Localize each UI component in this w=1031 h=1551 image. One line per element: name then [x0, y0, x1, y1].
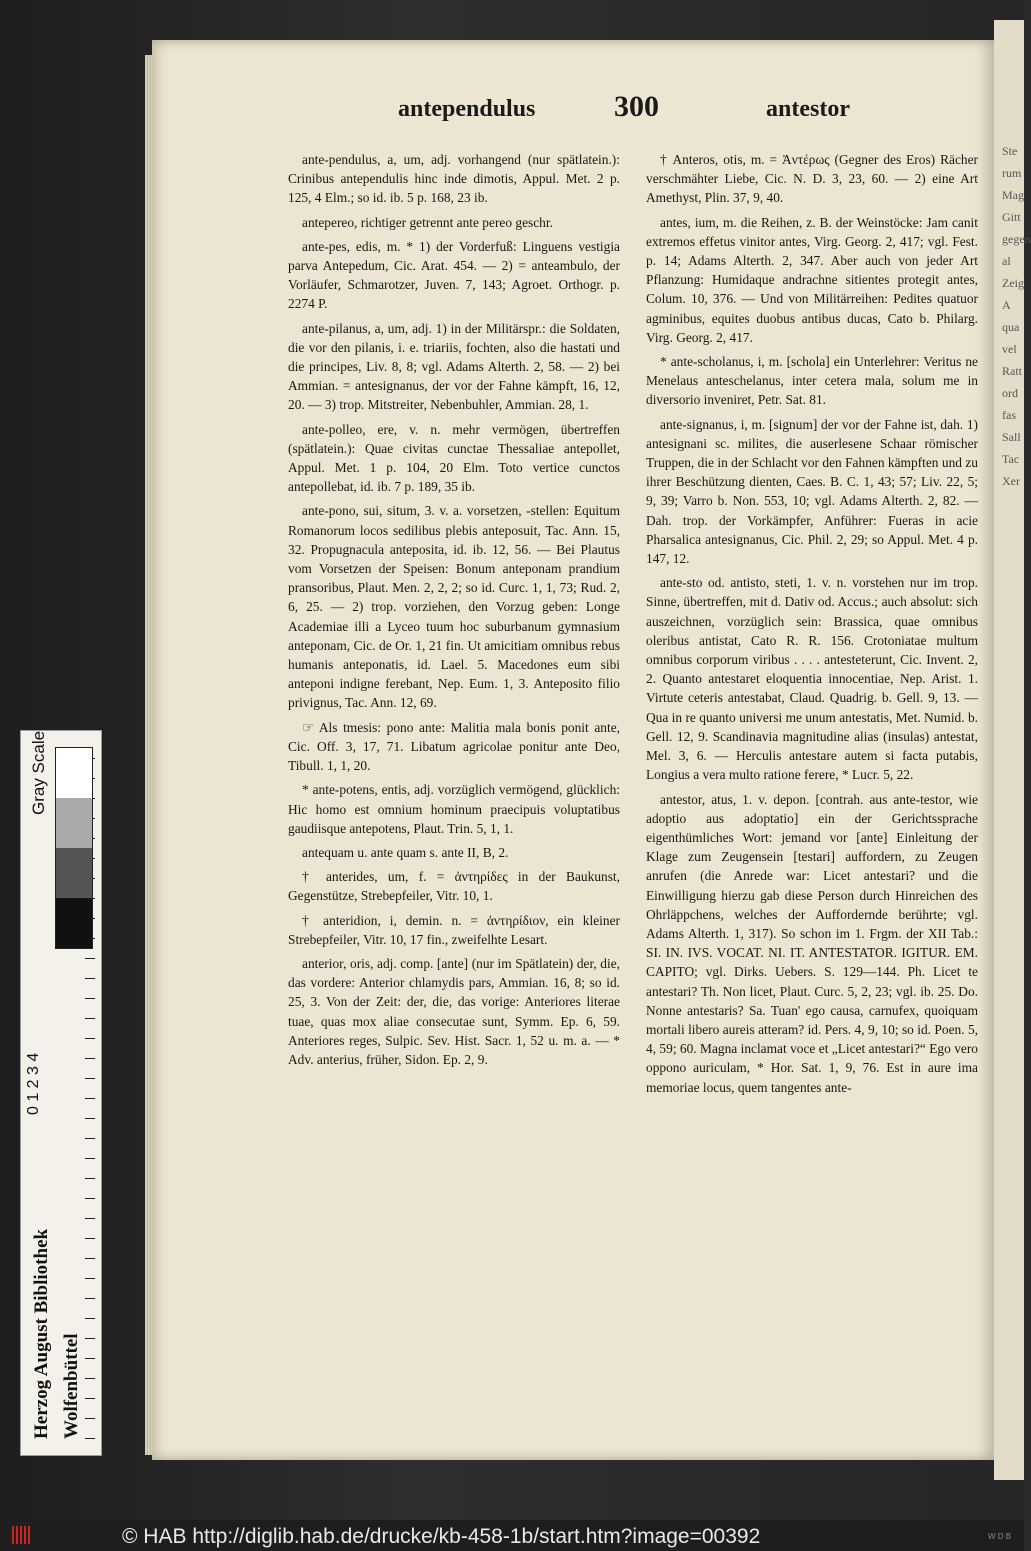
gray-scale-card: [20, 730, 102, 1456]
right-column: [646, 150, 978, 1102]
entry: * ante-scholanus, i, m. [schola] ein Unterlehrer: Veritus ne Menelaus anteschelanus, inter cetera mala, solum me in diversorio inveniret, Petr. Sat. 81.: [646, 354, 978, 408]
gray-block: [56, 798, 92, 848]
next-page-fragment: Ratt: [1002, 364, 1022, 378]
next-page-fragment: Gitt: [1002, 210, 1021, 224]
next-page-fragment: rum: [1002, 166, 1022, 180]
next-page-fragment: Tac: [1002, 452, 1020, 466]
gray-block: [56, 848, 92, 898]
next-page-fragment: fas: [1002, 408, 1016, 422]
entry: antes, ium, m. die Reihen, z. B. der Weinstöcke: Jam canit extremos effetus vinitor antes, Virg. Georg. 2, 417; vgl. Fest. p. 14; Adams Alterth. 2, 347. Aber auch von jeder Art Pflanzung: Humidaque andrachne sitientes protegit antes, Colum. 10, 376. — Und von Militärreihen: Pedites quatuor agminibus, equites duobus antibus ducas, Cato b. Philarg. Virg. Georg. 2, 417.: [646, 214, 978, 345]
gray-blocks: [55, 747, 93, 949]
next-page-edge: [994, 20, 1031, 1480]
page-number: 300: [614, 90, 659, 123]
entry: ante-signanus, i, m. [signum] der vor der Fahne ist, dah. 1) antesignani sc. milites, die auserlesene Schaar römischer Truppen, die in der Schlacht vor den Fahnen kämpften und zu ihrer Beschützung dienten, Caes. B. C. 1, 43; 57; Liv. 22, 5; 9, 39; Varro b. Non. 553, 10; vgl. Adams Alterth. 2, 82. — Dah. trop. der Vorkämpfer, Anführer: Fueras in acie Pharsalica antesignanus, Cic. Phil. 2, 29; so Appul. Met. 4 p. 147, 12.: [646, 416, 978, 567]
footer-mark: W D B: [988, 1532, 1012, 1541]
next-page-fragment: ord: [1002, 386, 1018, 400]
entry: † anteridion, i, demin. n. = ἀντηρίδιον, ein kleiner Strebepfeiler, Vitr. 10, 17 fin., zweifelhte Lesart.: [288, 912, 620, 947]
entry: ante-pes, edis, m. * 1) der Vorderfuß: Linguens vestigia parva Antepedum, Cic. Arat. 454. — 2) = anteambulo, der Vorläufer, Schmarotzer, Juven. 7, 143; Agroet. Orthogr. p. 2274 P.: [288, 238, 620, 312]
footer-bar: [0, 1520, 1024, 1551]
library-name: Herzog August Bibliothek: [31, 1228, 52, 1439]
entry: antestor, atus, 1. v. depon. [contrah. aus ante-testor, wie adoptio aus adoptatio] ein der Gerichtssprache eigenthümliches Wort: jemand vor [ante] Einleitung der Klage zum Zeugensein [testari] auffordern, zu Zeugen anrufen (die Anrede war: Licet antestari? und die Einwilligung hierzu gab diese Person durch Hinreichen des Ohrläppchens, welches der Auffordernde berührte; vgl. Adams Alterth. 1, 317). So schon im 1. Frgm. der XII Tab.: SI. IN. IVS. VOCAT. NI. IT. ANTESTATOR. IGITUR. EM. CAPITO; vgl. Dirks. Uebers. S. 129—144. Ph. Licet te antestari? Th. Non licet, Plaut. Curc. 5, 2, 23; vgl. ib. 25. Do. Nonne antestaris? Sa. Tuan' ego causa, carnufex, quoiquam mortali libero aureis atteram? id. Pers. 4, 9, 10; so id. Poen. 5, 4, 59; 60. Magna inclamat voce et „Licet antestari?“ Ego vero oppono auriculam, * Hor. Sat. 1, 9, 76. Est in aure ima memoriae locus, quem tangentes ante-: [646, 791, 978, 1095]
dictionary-page: [152, 40, 994, 1460]
entry: ante-sto od. antisto, steti, 1. v. n. vorstehen nur im trop. Sinne, übertreffen, mit d. Dativ od. Accus.; auch absolut: sich auszeichnen, vorzüglich sein: Brassica, quae omnibus oleribus antistat, Cato R. R. 156. Crotoniatae multum omnibus corporum viribus . . . . antesteterunt, Cic. Invent. 2, 2. Quanto antestaret eloquentia innocentiae, Nep. Arist. 1. Virtute ceteris antestabat, Claud. Quadrig. b. Gell. 9, 13. — Qua in re quanto universi me unum antestatis, Met. Numid. b. Gell. 12, 9. Scandinavia magnitudine alias (insulas) antestat, Mel. 3, 6. — Herculis antestare autem si facta putabis, Longius a vera multo ratione ferere, * Lucr. 5, 22.: [646, 575, 978, 783]
gray-block: [56, 898, 92, 948]
hab-logo-icon: [12, 1526, 36, 1544]
entry: ☞ Als tmesis: pono ante: Malitia mala bonis ponit ante, Cic. Off. 3, 17, 71. Libatum agricolae ponitur ante Deo, Tibull. 1, 1, 20.: [288, 719, 620, 774]
left-column: [288, 150, 620, 1074]
library-city: Wolfenbüttel: [61, 1333, 82, 1439]
header-right-word: antestor: [766, 96, 850, 122]
header-left-word: antependulus: [398, 96, 536, 122]
entry: anterior, oris, adj. comp. [ante] (nur im Spätlatein) der, die, das vordere: Anterior chlamydis pars, Ammian. 16, 8; so id. 25, 3. Von der Zeit: der, die, das vorige: Anteriores literae tuae, quas mox aliae consecutae sunt, Symm. Ep. 6, 59. Anteriores reges, Sulpic. Sev. Hist. Sacr. 1, 52 u. m. a. — * Adv. anterius, früher, Sidon. Ep. 2, 9.: [288, 955, 620, 1067]
entry: † anterides, um, f. = ἀντηρίδες in der Baukunst, Gegenstütze, Strebepfeiler, Vitr. 10, 1.: [288, 869, 620, 904]
entry: ante-pono, sui, situm, 3. v. a. vorsetzen, -stellen: Equitum Romanorum locos sedilibus plebis anteposuit, Tac. Ann. 15, 32. Propugnacula anteposita, id. ib. 12, 56. — Bei Plautus vom Vorsetzen der Speisen: Bonum anteponam prandium pransoribus, Plaut. Men. 2, 2, 2; so id. Curc. 1, 1, 73; Rud. 2, 6, 25. — 2) trop. vorziehen, den Vorzug geben: Longe Academiae illi a Lyceo tuum hoc suburbanum gymnasium anteponam, Cic. de Or. 1, 21 fin. Ut amicitiam omnibus rebus humanis anteponatis, id. Lael. 5. Macedones eum sibi anteponi indigne ferebant, Nep. Eum. 1, 3. Anteposito filio privignus, Tac. Ann. 12, 69.: [288, 503, 620, 711]
entry: ante-pendulus, a, um, adj. vorhangend (nur spätlatein.): Crinibus antependulis hinc inde dimotis, Appul. Met. 2 p. 125, 4 Elm.; so id. ib. 5 p. 168, 23 ib.: [288, 152, 620, 206]
page-header: [152, 88, 994, 128]
next-page-fragment: Sall: [1002, 430, 1021, 444]
entry: † Anteros, otis, m. = Ἀντέρως (Gegner des Eros) Rächer verschmähter Liebe, Cic. N. D. 3, 23, 60. — 2) eine Art Amethyst, Plin. 37, 9, 40.: [646, 152, 978, 206]
entry: * ante-potens, entis, adj. vorzüglich vermögend, glücklich: Hic homo est omnium hominum praecipuis voluptatibus gaudiisque antepotens, Plaut. Trin. 5, 1, 1.: [288, 782, 620, 836]
next-page-fragment: A: [1002, 298, 1011, 312]
gray-scale-title: Gray Scale: [29, 730, 48, 815]
entry: antequam u. ante quam s. ante II, B, 2.: [302, 844, 509, 860]
next-page-fragment: Mag: [1002, 188, 1024, 202]
ruler-numbers: 0 1 2 3 4: [25, 1052, 42, 1115]
next-page-fragment: vel: [1002, 342, 1017, 356]
entry: ante-polleo, ere, v. n. mehr vermögen, übertreffen (spätlatein.): Quae civitas cunctae Thessaliae antepollet, Appul. Met. 1 p. 104, 20 Elm. Toto vertice cunctos antepollebat, id. ib. 7 p. 189, 35 ib.: [288, 421, 620, 495]
next-page-fragment: Ste: [1002, 144, 1018, 158]
entry: ante-pilanus, a, um, adj. 1) in der Militärspr.: die Soldaten, die vor den pilanis, i. e. triariis, fochten, also die hastati und die principes, Liv. 8, 8; vgl. Adams Alterth. 2, 58. — 2) bei Ammian. = antesignanus, der vor der Fahne kämpft, 16, 12, 20. — 3) trop. Mitstreiter, Nebenbuhler, Ammian. 28, 1.: [288, 320, 620, 413]
next-page-fragment: gegen: [1002, 232, 1031, 246]
copyright-url[interactable]: © HAB http://diglib.hab.de/drucke/kb-458-1b/start.htm?image=00392: [122, 1525, 761, 1548]
gray-block: [56, 748, 92, 798]
next-page-fragment: Zeig: [1002, 276, 1024, 290]
entry: antepereo, richtiger getrennt ante pereo geschr.: [302, 214, 553, 230]
next-page-fragment: qua: [1002, 320, 1020, 334]
next-page-fragment: Xer: [1002, 474, 1020, 488]
next-page-fragment: al: [1002, 254, 1011, 268]
